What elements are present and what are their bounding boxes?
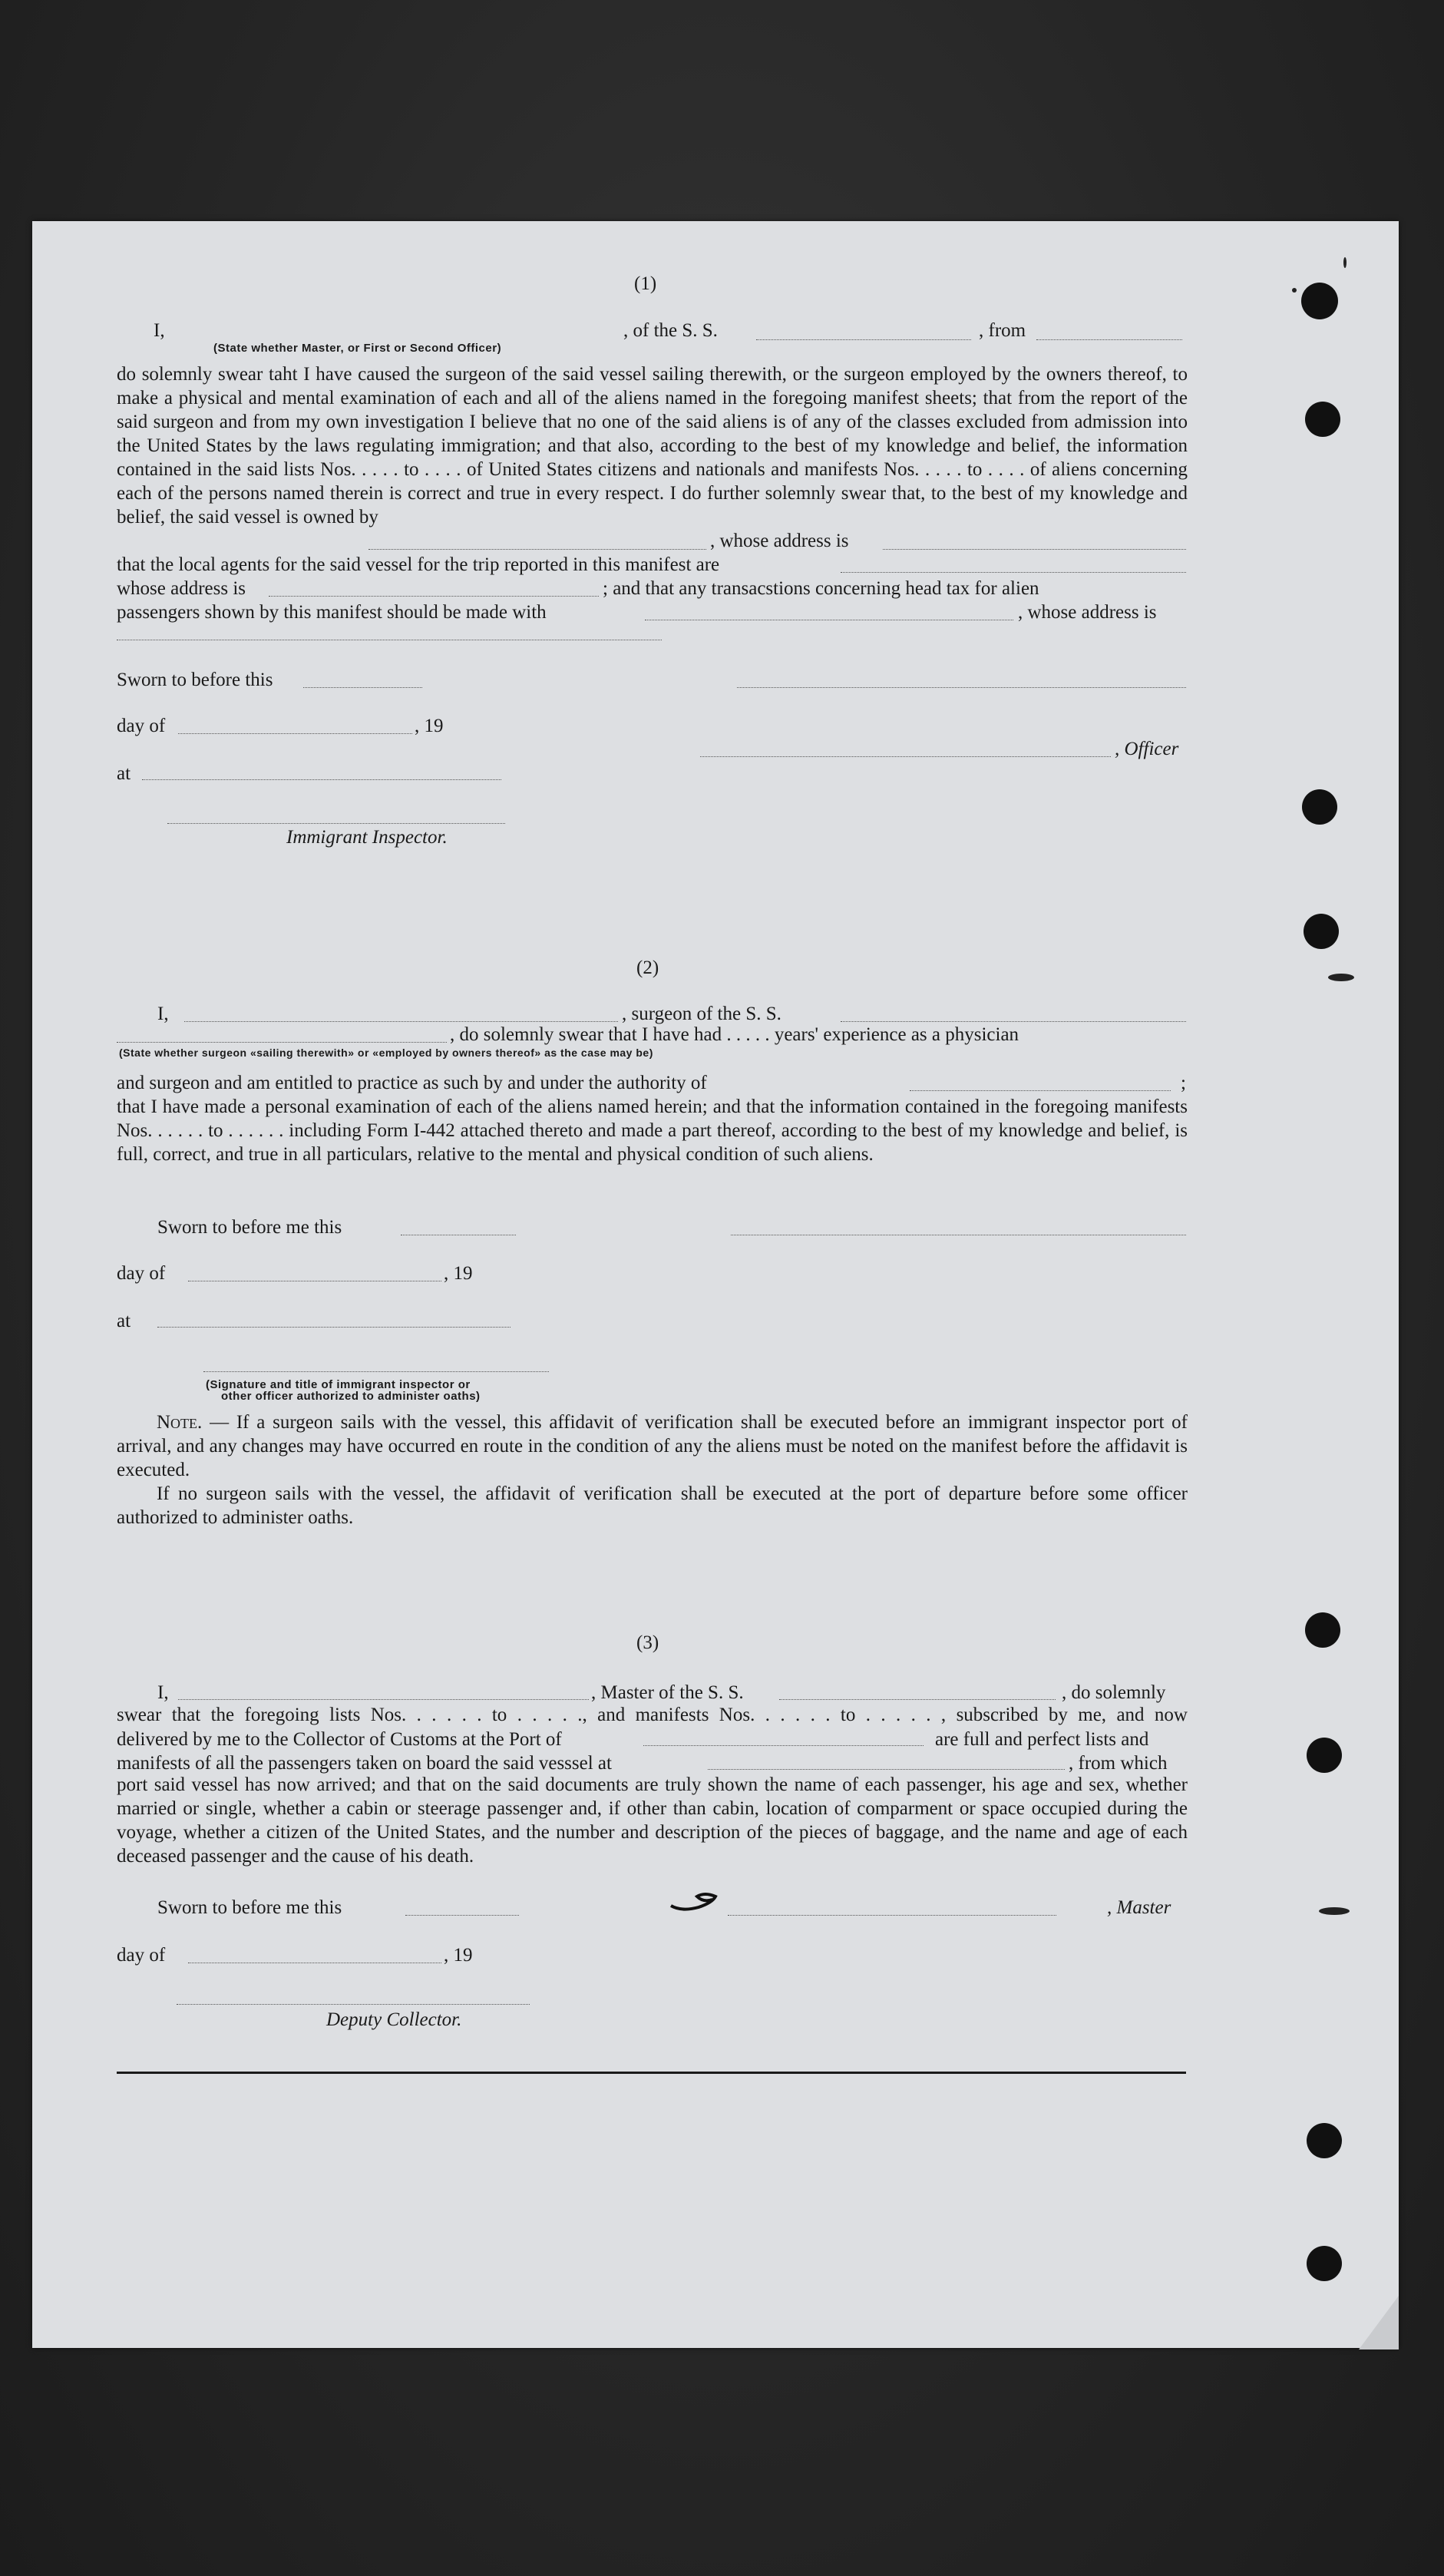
agents-address-field[interactable] xyxy=(269,596,599,597)
do-solemnly-label: , do solemnly xyxy=(1062,1682,1166,1703)
ship-name-field[interactable] xyxy=(756,339,971,340)
signature-note-line-1: (Signature and title of immigrant inspector or xyxy=(206,1378,471,1391)
signature-mark xyxy=(668,1889,722,1915)
experience-label: , do solemnly swear that I have had . . . . . years' experience as a physician xyxy=(450,1024,1019,1045)
punch-hole xyxy=(1305,402,1340,437)
surgeon-of-label: , surgeon of the S. S. xyxy=(622,1004,781,1024)
surgeon-name-field[interactable] xyxy=(184,1021,618,1022)
officer-label: , Officer xyxy=(1115,739,1179,759)
master-ship-field[interactable] xyxy=(779,1699,1056,1700)
section-3-oath-text: port said vessel has now arrived; and that on the said documents are truly shown the name of each passenger, his age and sex, whether married or single, whether a cabin or steerage passenger and, if other than cabin, location of comparment or space occupied during the voyage, whether a citizen of the United States, and the number and description of the pieces of baggage, and the name and age of each deceased passenger and the cause of his death. xyxy=(117,1774,1188,1867)
local-agents-label: that the local agents for the said vessel for the trip reported in this manifest are xyxy=(117,554,720,575)
master-label: , Master xyxy=(1107,1897,1171,1918)
officer-rank-note: (State whether Master, or First or Second Officer) xyxy=(213,342,502,355)
master-name-field[interactable] xyxy=(178,1699,589,1700)
immigrant-inspector-label: Immigrant Inspector. xyxy=(286,827,448,848)
paper-speck xyxy=(1292,288,1297,293)
year-label-3: , 19 xyxy=(444,1945,473,1966)
owner-field[interactable] xyxy=(368,549,706,550)
at-label-2: at xyxy=(117,1311,131,1331)
signature-field-1[interactable] xyxy=(737,687,1186,688)
administering-officer-field[interactable] xyxy=(203,1371,549,1372)
owner-address-field[interactable] xyxy=(883,549,1186,550)
surgeon-status-field[interactable] xyxy=(117,1042,447,1043)
master-of-label: , Master of the S. S. xyxy=(591,1682,744,1703)
punch-hole xyxy=(1304,914,1339,949)
whose-address-label: , whose address is xyxy=(710,531,849,551)
at-field-1[interactable] xyxy=(142,779,501,780)
section-2-number: (2) xyxy=(636,957,659,978)
surgeon-note-paragraph xyxy=(117,1410,1188,1482)
surgeon-status-note: (State whether surgeon «sailing therewith» or «employed by owners thereof» as the case may be) xyxy=(119,1047,653,1059)
local-agents-field[interactable] xyxy=(841,572,1186,573)
from-label: , from xyxy=(979,320,1026,341)
authority-field[interactable] xyxy=(910,1090,1171,1091)
from-port-field[interactable] xyxy=(1036,339,1182,340)
bottom-rule xyxy=(117,2072,1186,2074)
section-1-i: I, xyxy=(154,320,165,341)
surgeon-ship-field[interactable] xyxy=(841,1021,1186,1022)
practice-label: and surgeon and am entitled to practice as such by and under the authority of xyxy=(117,1073,707,1093)
punch-hole xyxy=(1307,1738,1342,1773)
section-2-oath-text: that I have made a personal examination of each of the aliens named herein; and that the information contained in the foregoing manifests Nos. . . . . . to . . . . . . including Form I-442 attached thereto and made a part thereof, according to the best of my knowledge and belief, is full, correct, and true in all particulars, relative to the mental and physical condition of such aliens. xyxy=(117,1096,1188,1165)
full-lists-label: are full and perfect lists and xyxy=(935,1729,1149,1750)
embark-port-field[interactable] xyxy=(708,1769,1065,1770)
year-label-1: , 19 xyxy=(415,716,444,736)
from-which-label: , from which xyxy=(1069,1753,1168,1774)
delivered-label: delivered by me to the Collector of Customs at the Port of xyxy=(117,1729,562,1750)
punch-hole xyxy=(1307,2123,1342,2158)
punch-hole xyxy=(1307,2246,1342,2281)
practice-semicolon: ; xyxy=(1181,1073,1186,1093)
head-tax-label: ; and that any transacstions concerning head tax for alien xyxy=(603,578,1039,599)
inspector-signature-field[interactable] xyxy=(167,823,505,824)
paper-speck xyxy=(1343,257,1347,268)
section-1-oath-text: do solemnly swear taht I have caused the surgeon of the said vessel sailing therewith, or the surgeon employed by the owners thereof, to make a physical and mental examination of each and all of the aliens named in the foregoing manifest sheets; that from the report of the said surgeon and from my own investigation I believe that no one of the said aliens is of any of the classes excluded from admission into the United States by the laws regulating immigration; and that also, according to the best of my knowledge and belief, the information contained in the said lists Nos. . . . . to . . . . of United States citizens and nationals and manifests Nos. . . . . to . . . . of aliens concerning each of the persons named therein is correct and true in every respect. I do further solemnly swear that, to the best of my knowledge and belief, the said vessel is owned by xyxy=(117,364,1188,527)
year-label-2: , 19 xyxy=(444,1263,473,1284)
master-signature-field[interactable] xyxy=(728,1915,1056,1916)
paper-speck xyxy=(1319,1907,1350,1915)
paper-speck xyxy=(1328,974,1354,981)
punch-hole xyxy=(1302,789,1337,825)
agents-address-label: whose address is xyxy=(117,578,246,599)
sworn-label-1: Sworn to before this xyxy=(117,670,273,690)
section-3-i: I, xyxy=(157,1682,169,1703)
passengers-label: passengers shown by this manifest should be made with xyxy=(117,602,547,623)
sworn-label-3: Sworn to before me this xyxy=(157,1897,342,1918)
signature-note-line-2: other officer authorized to administer oaths) xyxy=(221,1390,481,1403)
at-field-2[interactable] xyxy=(157,1327,511,1328)
day-of-label-2: day of xyxy=(117,1263,166,1284)
punch-hole xyxy=(1301,283,1338,319)
day-of-field-1[interactable] xyxy=(178,733,412,734)
of-the-ss-label: , of the S. S. xyxy=(623,320,718,341)
deputy-collector-label: Deputy Collector. xyxy=(326,2009,462,2030)
section-2-i: I, xyxy=(157,1004,169,1024)
officer-signature-field[interactable] xyxy=(700,756,1111,757)
day-of-label-1: day of xyxy=(117,716,166,736)
section-3-number: (3) xyxy=(636,1632,659,1653)
punch-hole xyxy=(1305,1612,1340,1648)
port-field[interactable] xyxy=(643,1745,924,1746)
note-label: Note. xyxy=(157,1412,203,1433)
at-label-1: at xyxy=(117,763,131,784)
collector-signature-field[interactable] xyxy=(177,2004,530,2005)
sworn-date-field-3[interactable] xyxy=(405,1915,519,1916)
sworn-date-field-1[interactable] xyxy=(303,687,422,688)
note-text: — If a surgeon sails with the vessel, this affidavit of verification shall be executed before an immigrant inspector port of arrival, and any changes may have occurred en route in the condition of any the aliens must be noted on the manifest before the affidavit is executed. xyxy=(117,1412,1188,1480)
section-1-number: (1) xyxy=(634,273,657,294)
sworn-label-2: Sworn to before me this xyxy=(157,1217,342,1238)
day-of-label-3: day of xyxy=(117,1945,166,1966)
no-surgeon-note: If no surgeon sails with the vessel, the affidavit of verification shall be executed at the port of departure before some officer authorized to administer oaths. xyxy=(117,1483,1188,1528)
manifests-of-label: manifests of all the passengers taken on board the said vesssel at xyxy=(117,1753,612,1774)
section-3-lists-line: swear that the foregoing lists Nos. . . . . . to . . . . ., and manifests Nos. . . . . . to . . . . . , subscribed by me, and now xyxy=(117,1705,1188,1725)
head-tax-address-label: , whose address is xyxy=(1018,602,1157,623)
